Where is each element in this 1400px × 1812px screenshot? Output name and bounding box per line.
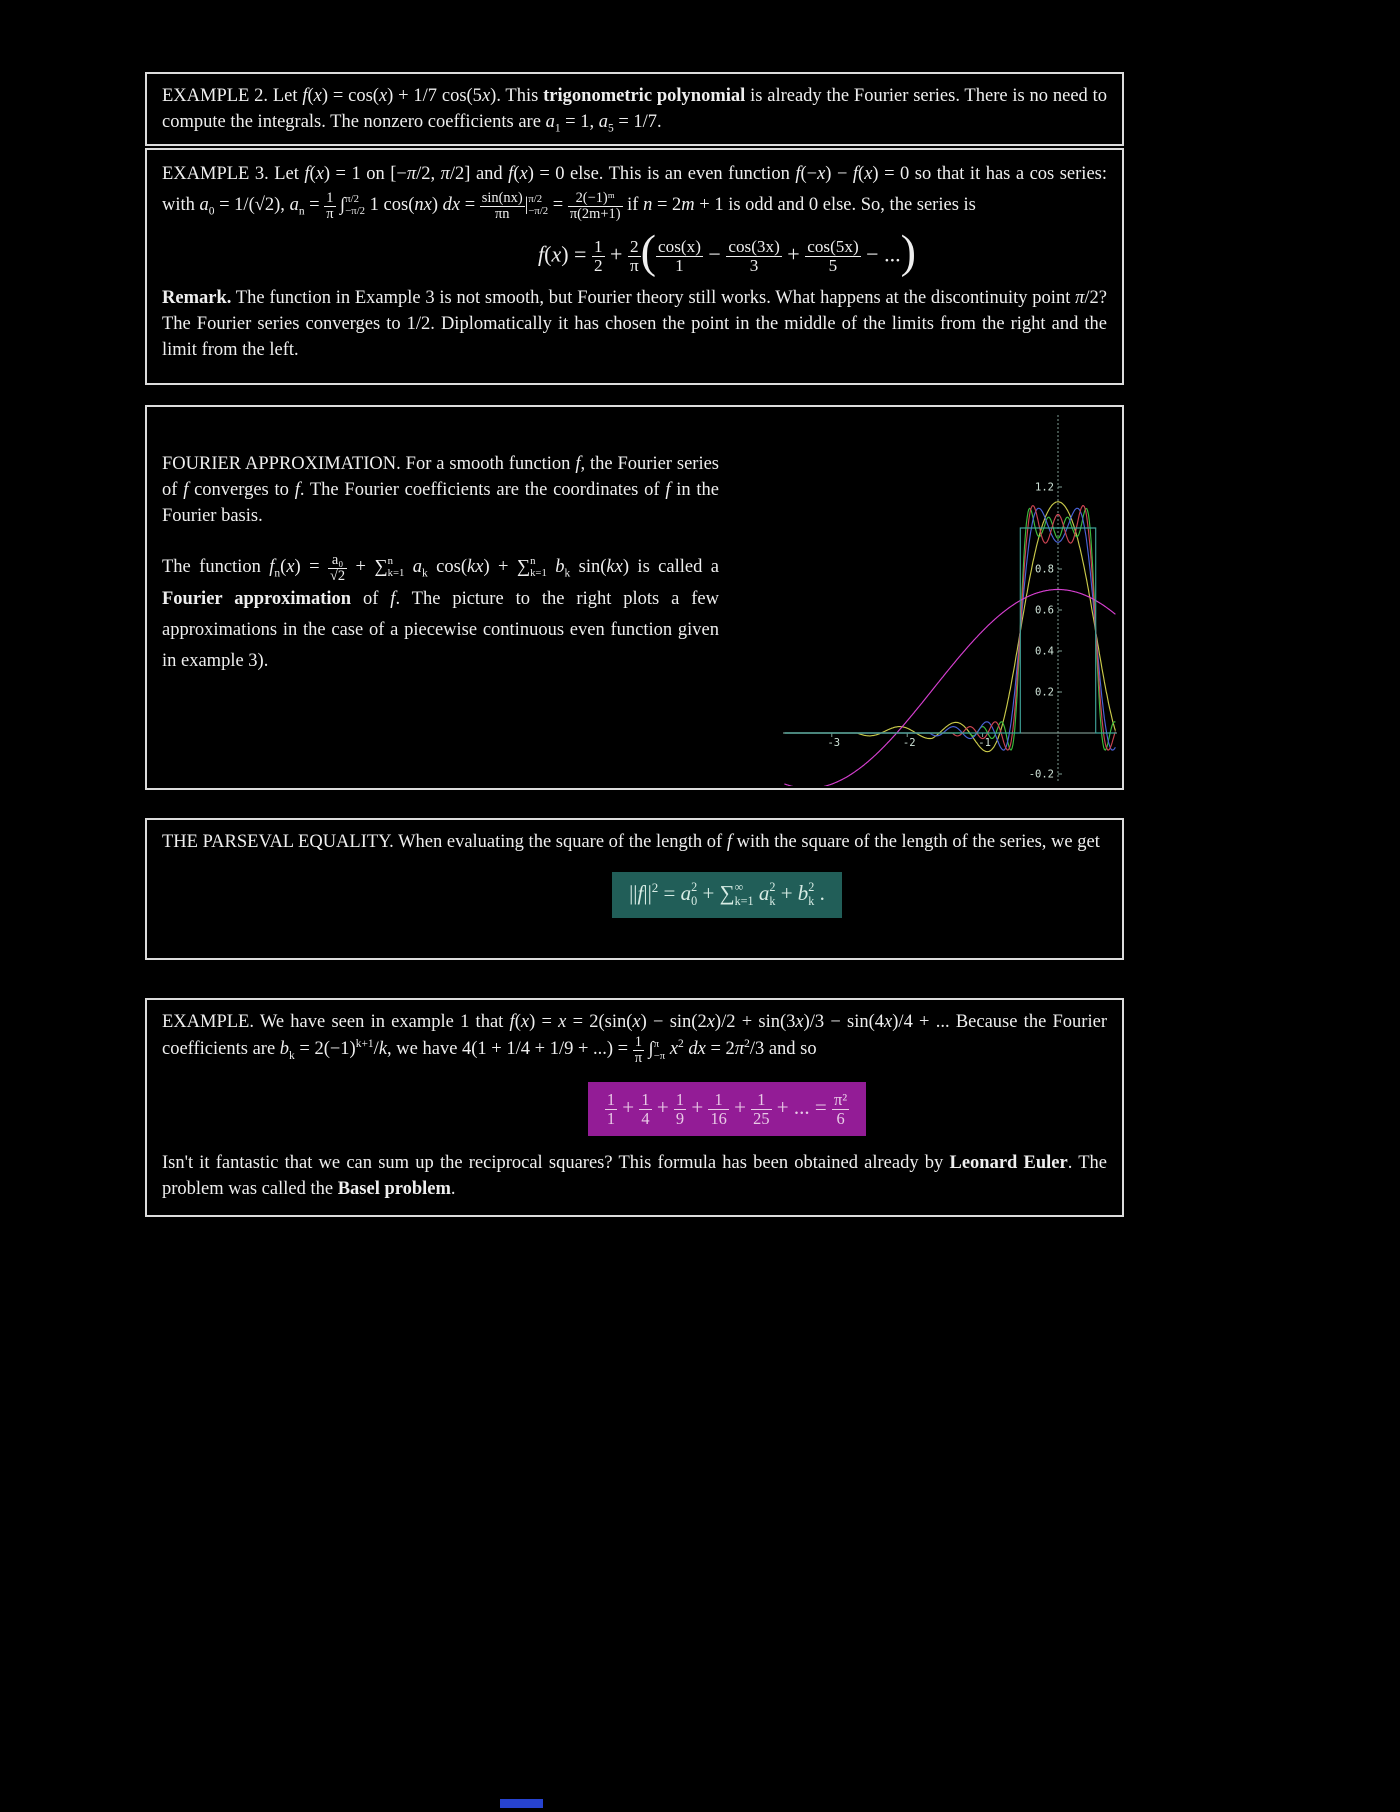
- y-tick-label: 0.2: [1035, 686, 1054, 699]
- example2-box: [145, 72, 1124, 146]
- basel-box: [145, 998, 1124, 1217]
- bottom-blue-marker: [500, 1799, 543, 1808]
- fourier-approx-para1: FOURIER APPROXIMATION. For a smooth function f, the Fourier series of f converges to f. The Fourier coefficients are the coordinates of f in the Fourier basis.: [162, 454, 719, 526]
- fourier-approx-red: [784, 506, 1115, 750]
- example3-text: EXAMPLE 3. Let f(x) = 1 on [−π/2, π/2] and f(x) = 0 else. This is an even function f(−x) − f(x) = 0 so that it has a cos series: with $a_0 = 1/(√2)$, $a_n$ = $\frac{1}{\pi}$ ∫ π/2 −π/2 1 cos(nx) dx = $\frac{\sin(nx)}{\pi n}$ | π/2 −π/2 = $\frac{\text{2(−1)ᵐ}}{\pi(2m+1)}$ if n = 2m + 1 is odd and 0 else. So, the series is: [162, 164, 1107, 222]
- basel-sum-formula-highlight: $\frac{1}{1}$ + $\frac{1}{4}$ + $\frac{1}{9}$ + $\frac{1}{16}$ + $\frac{1}{25}$ + ... = $\frac{\text{π²}}{6}$: [588, 1082, 866, 1135]
- basel-text-2: Isn't it fantastic that we can sum up the reciprocal squares? This formula has been obtained already by Leonard Euler. The problem was called the Basel problem.: [162, 1152, 1107, 1199]
- parseval-text: THE PARSEVAL EQUALITY. When evaluating the square of the length of f with the square of the length of the series, we get: [162, 832, 1100, 852]
- x-tick-label: -3: [827, 737, 841, 749]
- fourier-series-formula: f(x) = $\frac{1}{2}$ + $\frac{2}{\pi}$ ( $\frac{\cos(x)}{1}$ − $\frac{\cos(3x)}{3}$ + $\frac{\cos(5x)}{5}$ − ...): [538, 226, 916, 278]
- y-tick-label: -0.2: [1028, 768, 1054, 781]
- remark-text: Remark. The function in Example 3 is not smooth, but Fourier theory still works. What happens at the discontinuity point π/2? The Fourier series converges to 1/2. Diplomatically it has chosen the point in the middle of the limits from the right and the limit from the left.: [162, 288, 1107, 361]
- fourier-approximation-plot: [783, 409, 1119, 786]
- fourier-approx-blue: [784, 508, 1115, 750]
- example3-box: [145, 148, 1124, 385]
- y-tick-label: 0.8: [1035, 563, 1054, 576]
- fourier-series-display: [162, 226, 1107, 278]
- y-tick-label: 0.4: [1035, 645, 1054, 658]
- fourier-approx-green: [784, 508, 1115, 750]
- fourier-approx-para2: The function $f_n(x)$ = $\frac{\text{a₀}}{√2}$ + ∑ n k=1 $a_k$ cos(kx) + ∑ n k=1 $b_k$ sin(kx) is called a Fourier approximation of f. The picture to the right plots a few approximations in the case of a piecewise continuous even function given in example 3).: [162, 551, 720, 672]
- y-tick-label: 1.2: [1035, 481, 1054, 494]
- basel-display: [162, 1082, 1107, 1135]
- fourier-approximation-text-column: [162, 451, 719, 677]
- y-tick-label: 0.6: [1035, 604, 1054, 617]
- parseval-display: [162, 872, 1107, 918]
- x-tick-label: -1: [978, 737, 991, 749]
- basel-text: EXAMPLE. We have seen in example 1 that f(x) = x = 2(sin(x) − sin(2x)/2 + sin(3x)/3 − sin(4x)/4 + ... Because the Fourier coefficients are $b_k = 2(-1)^{k+1}/k$, we have 4(1 + 1/4 + 1/9 + ...) = $\frac{1}{\pi}$ ∫ π −π $x^2$ dx = $2\pi^2/3$ and so: [162, 1012, 1107, 1067]
- parseval-formula-highlight: $||f||^2 = a$ 2 0 + ∑ ∞ k=1 a 2 k + b 2 k .: [612, 872, 842, 918]
- square-wave-f: [784, 528, 1116, 733]
- parseval-box: [145, 818, 1124, 960]
- x-tick-label: -2: [902, 737, 916, 749]
- fourier-approximation-plot-area: [783, 409, 1119, 786]
- fourier-approximation-box: [145, 405, 1124, 790]
- example2-text: EXAMPLE 2. Let f(x) = cos(x) + 1/7 cos(5x). This trigonometric polynomial is already the Fourier series. There is no need to compute the integrals. The nonzero coefficients are $a_1 = 1$, $a_5 = 1/7$.: [162, 86, 1107, 135]
- fourier-approx-magenta: [784, 590, 1115, 787]
- fourier-approx-yellow: [784, 502, 1115, 752]
